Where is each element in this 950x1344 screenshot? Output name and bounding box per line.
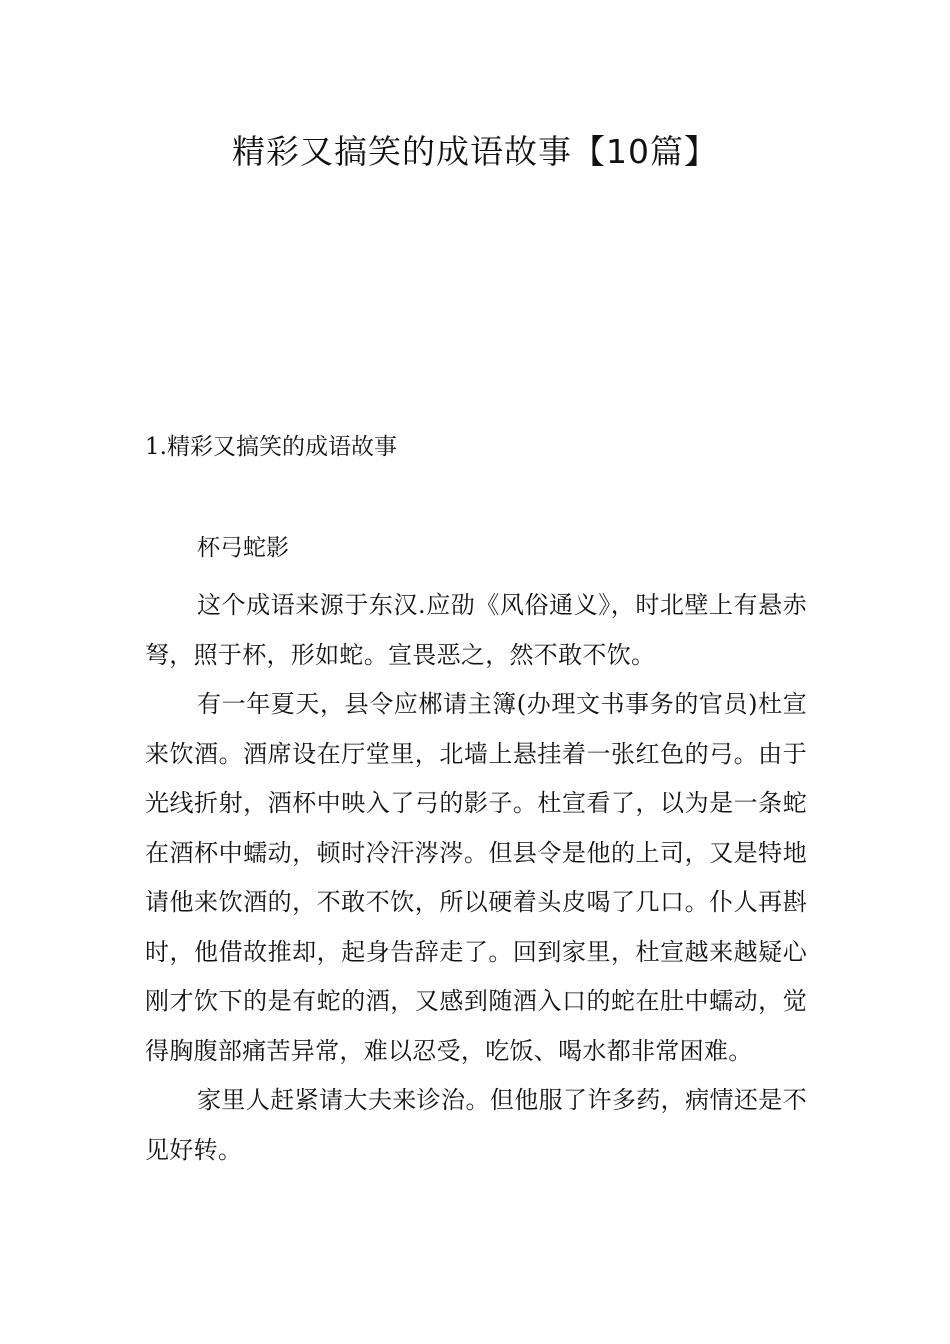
document-title: 精彩又搞笑的成语故事【10篇】 — [232, 132, 718, 171]
story-body — [145, 581, 807, 1175]
paragraph-1: 这个成语来源于东汉.应劭《风俗通义》，时北壁上有悬赤弩，照于杯，形如蛇。宣畏恶之，然不敢不饮。 — [145, 591, 807, 669]
story-title: 杯弓蛇影 — [197, 535, 289, 561]
paragraph-3: 家里人赶紧请大夫来诊治。但他服了许多药，病情还是不见好转。 — [145, 1086, 807, 1164]
paragraph-2: 有一年夏天，县令应郴请主簿(办理文书事务的官员)杜宣来饮酒。酒席设在厅堂里，北墙上悬挂着一张红色的弓。由于光线折射，酒杯中映入了弓的影子。杜宣看了，以为是一条蛇在酒杯中蠕动，顿时冷汗涔涔。但县令是他的上司，又是特地请他来饮酒的，不敢不饮，所以硬着头皮喝了几口。仆人再斟时，他借故推却，起身告辞走了。回到家里，杜宣越来越疑心刚才饮下的是有蛇的酒，又感到随酒入口的蛇在肚中蠕动，觉得胸腹部痛苦异常，难以忍受，吃饭、喝水都非常困难。 — [145, 690, 807, 1065]
section-heading: 1.精彩又搞笑的成语故事 — [145, 434, 397, 460]
